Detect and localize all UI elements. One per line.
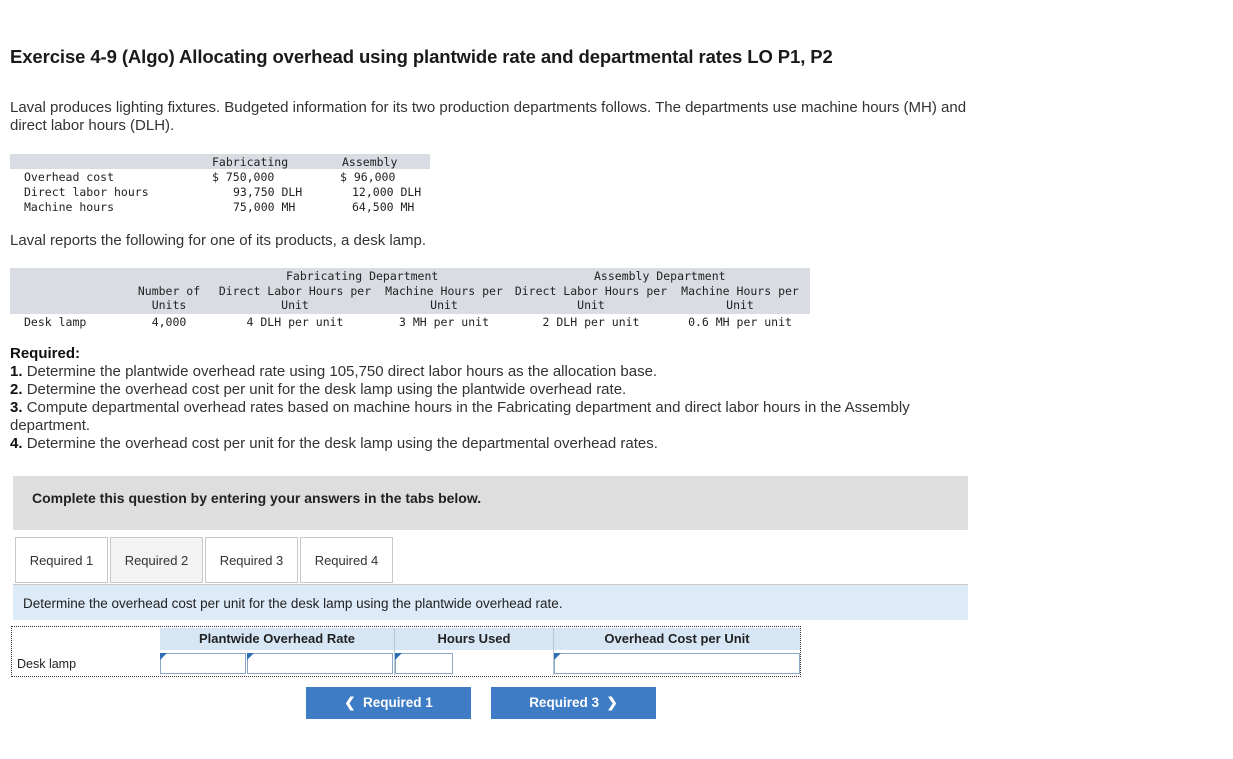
input-marker-icon xyxy=(554,653,561,660)
next-button-label: Required 3 xyxy=(529,695,599,710)
required-item xyxy=(10,399,910,435)
col-header xyxy=(382,284,506,312)
prev-button[interactable] xyxy=(306,687,471,719)
budget-cell: 12,000 DLH xyxy=(352,185,422,199)
required-item xyxy=(10,435,910,453)
budget-cell: $ 96,000 xyxy=(340,170,396,184)
budget-cell: $ 750,000 xyxy=(212,170,275,184)
tab-required-3[interactable]: Required 3 xyxy=(205,537,298,583)
chevron-left-icon: ❮ xyxy=(344,695,356,710)
budget-col-assembly: Assembly xyxy=(342,155,398,169)
col-header xyxy=(678,284,802,312)
prev-button-label: Required 1 xyxy=(363,695,433,710)
budget-cell: 64,500 MH xyxy=(352,200,415,214)
col-header-line: Number of xyxy=(137,284,201,298)
chevron-right-icon: ❯ xyxy=(606,695,618,710)
product-cell: 4 DLH per unit xyxy=(246,315,344,329)
input-marker-icon xyxy=(247,653,254,660)
col-header-line: Machine Hours per xyxy=(385,284,503,298)
plantwide-rate-input-2[interactable] xyxy=(247,653,393,674)
col-header-line: Unit xyxy=(430,298,458,312)
required-item-text: Determine the overhead cost per unit for the desk lamp using the plantwide overhead rate. xyxy=(26,381,627,398)
required-heading: Required: xyxy=(10,345,81,362)
tab-required-2[interactable]: Required 2 xyxy=(110,537,203,583)
next-button[interactable] xyxy=(491,687,656,719)
banner-text: Complete this question by entering your answers in the tabs below. xyxy=(32,490,482,506)
budget-row-label: Machine hours xyxy=(24,200,115,214)
intro-text: Laval produces lighting fixtures. Budgeted information for its two production departments follows. The departments use machine hours (MH) and direct labor hours (DLH). xyxy=(10,99,967,134)
required-item-text: Compute departmental overhead rates based on machine hours in the Fabricating department and direct labor hours in the Assembly department. xyxy=(10,399,910,434)
required-item xyxy=(10,381,910,399)
required-section xyxy=(10,345,910,453)
answer-table xyxy=(11,626,801,677)
header-hours-used: Hours Used xyxy=(437,631,511,646)
col-header-line: Machine Hours per xyxy=(681,284,799,298)
header-plantwide-rate: Plantwide Overhead Rate xyxy=(198,631,356,646)
group-header-fabricating: Fabricating Department xyxy=(286,269,439,283)
required-item-text: Determine the overhead cost per unit for the desk lamp using the departmental overhead rates. xyxy=(26,435,658,452)
required-item-number: 1. xyxy=(10,363,23,380)
budget-table xyxy=(10,154,430,216)
tab-required-4[interactable]: Required 4 xyxy=(300,537,393,583)
required-item-number: 4. xyxy=(10,435,23,452)
instructions-banner xyxy=(13,476,968,530)
input-marker-icon xyxy=(395,653,402,660)
intro-text-2: Laval reports the following for one of its products, a desk lamp. xyxy=(10,232,427,249)
budget-cell: 93,750 DLH xyxy=(233,185,303,199)
header-cost-per-unit: Overhead Cost per Unit xyxy=(604,631,750,646)
product-table xyxy=(10,268,810,330)
col-header-line: Direct Labor Hours per xyxy=(218,284,372,298)
answer-row-label: Desk lamp xyxy=(17,657,77,671)
product-row-label: Desk lamp xyxy=(24,315,87,329)
col-header xyxy=(512,284,670,312)
required-item-number: 2. xyxy=(10,381,23,398)
required-item xyxy=(10,363,910,381)
instruction-text: Determine the overhead cost per unit for the desk lamp using the plantwide overhead rate. xyxy=(23,596,563,611)
product-cell: 2 DLH per unit xyxy=(542,315,640,329)
page-title: Exercise 4-9 (Algo) Allocating overhead using plantwide rate and departmental rates LO P1, P2 xyxy=(10,46,833,67)
product-cell: 4,000 xyxy=(151,315,187,329)
col-header-line: Direct Labor Hours per xyxy=(514,284,668,298)
col-header-line: Unit xyxy=(726,298,754,312)
input-marker-icon xyxy=(160,653,167,660)
required-item-number: 3. xyxy=(10,399,23,416)
budget-col-fabricating: Fabricating xyxy=(212,155,289,169)
col-header xyxy=(136,284,202,312)
product-cell: 3 MH per unit xyxy=(398,315,489,329)
tab-required-1[interactable]: Required 1 xyxy=(15,537,108,583)
product-cell: 0.6 MH per unit xyxy=(688,315,792,329)
plantwide-rate-input-1[interactable] xyxy=(160,653,246,674)
col-header xyxy=(216,284,374,312)
col-header-line: Unit xyxy=(577,298,605,312)
budget-cell: 75,000 MH xyxy=(233,200,296,214)
budget-row-label: Overhead cost xyxy=(24,170,115,184)
group-header-assembly: Assembly Department xyxy=(594,269,726,283)
tab-instruction xyxy=(13,585,968,620)
col-header-line: Unit xyxy=(281,298,309,312)
overhead-cost-per-unit-input[interactable] xyxy=(554,653,800,674)
hours-used-input[interactable] xyxy=(395,653,453,674)
col-header-line: Units xyxy=(151,298,187,312)
required-item-text: Determine the plantwide overhead rate using 105,750 direct labor hours as the allocation base. xyxy=(26,363,658,380)
budget-row-label: Direct labor hours xyxy=(24,185,149,199)
